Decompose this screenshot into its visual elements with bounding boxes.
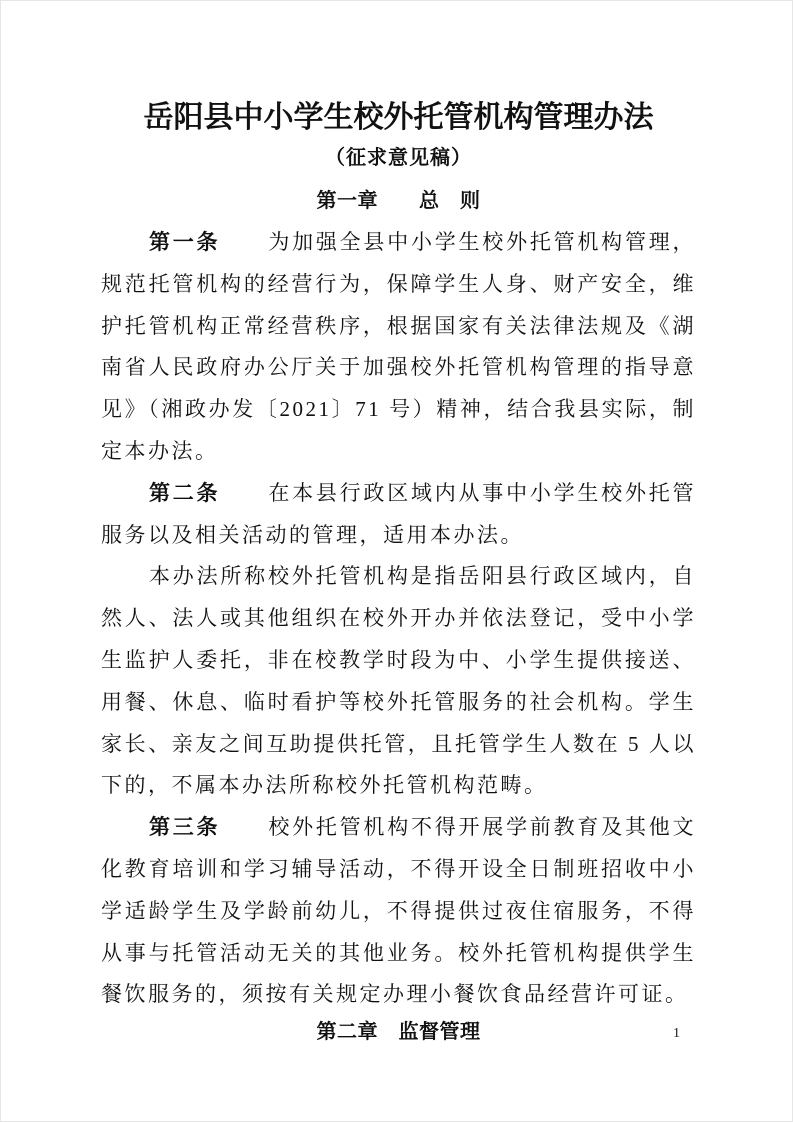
document-subtitle: （征求意见稿） (325, 147, 472, 169)
article-paragraph (101, 473, 696, 557)
document-content (101, 1, 696, 1045)
article-text: 在本县行政区域内从事中小学生校外托管服务以及相关活动的管理，适用本办法。 (101, 480, 697, 547)
article-text: 为加强全县中小学生校外托管机构管理，规范托管机构的经营行为，保障学生人身、财产安全，维护托管机构正常经营秩序，根据国家有关法律法规及《湖南省人民政府办公厅关于加强校外托管机构管理的指导意见》（湘政办发〔2021〕71 号）精神，结合我县实际，制定本办法。 (101, 230, 697, 463)
article-paragraph (101, 807, 696, 1016)
article-text: 本办法所称校外托管机构是指岳阳县行政区域内，自然人、法人或其他组织在校外开办并依法登记，受中小学生监护人委托，非在校教学时段为中、小学生提供接送、用餐、休息、临时看护等校外托管服务的社会机构。学生家长、亲友之间互助提供托管，且托管学生人数在 5 人以下的，不属本办法所称校外托管机构范畴。 (101, 564, 696, 798)
document-body (101, 188, 696, 1045)
article-number: 第一条 (149, 230, 221, 254)
chapter-heading: 第一章 总 则 (316, 190, 481, 212)
chapter-heading: 第二章 监督管理 (316, 1021, 481, 1044)
article-paragraph (101, 222, 696, 473)
document-title: 岳阳县中小学生校外托管机构管理办法 (143, 101, 654, 134)
article-number: 第三条 (149, 815, 221, 840)
article-number: 第二条 (149, 480, 221, 505)
page-number: 1 (673, 1026, 680, 1041)
article-paragraph (101, 556, 696, 807)
article-text: 校外托管机构不得开展学前教育及其他文化教育培训和学习辅导活动，不得开设全日制班招收中小学适龄学生及学龄前幼儿，不得提供过夜住宿服务，不得从事与托管活动无关的其他业务。校外托管机构提供学生餐饮服务的，须按有关规定办理小餐饮食品经营许可证。 (101, 815, 697, 1007)
